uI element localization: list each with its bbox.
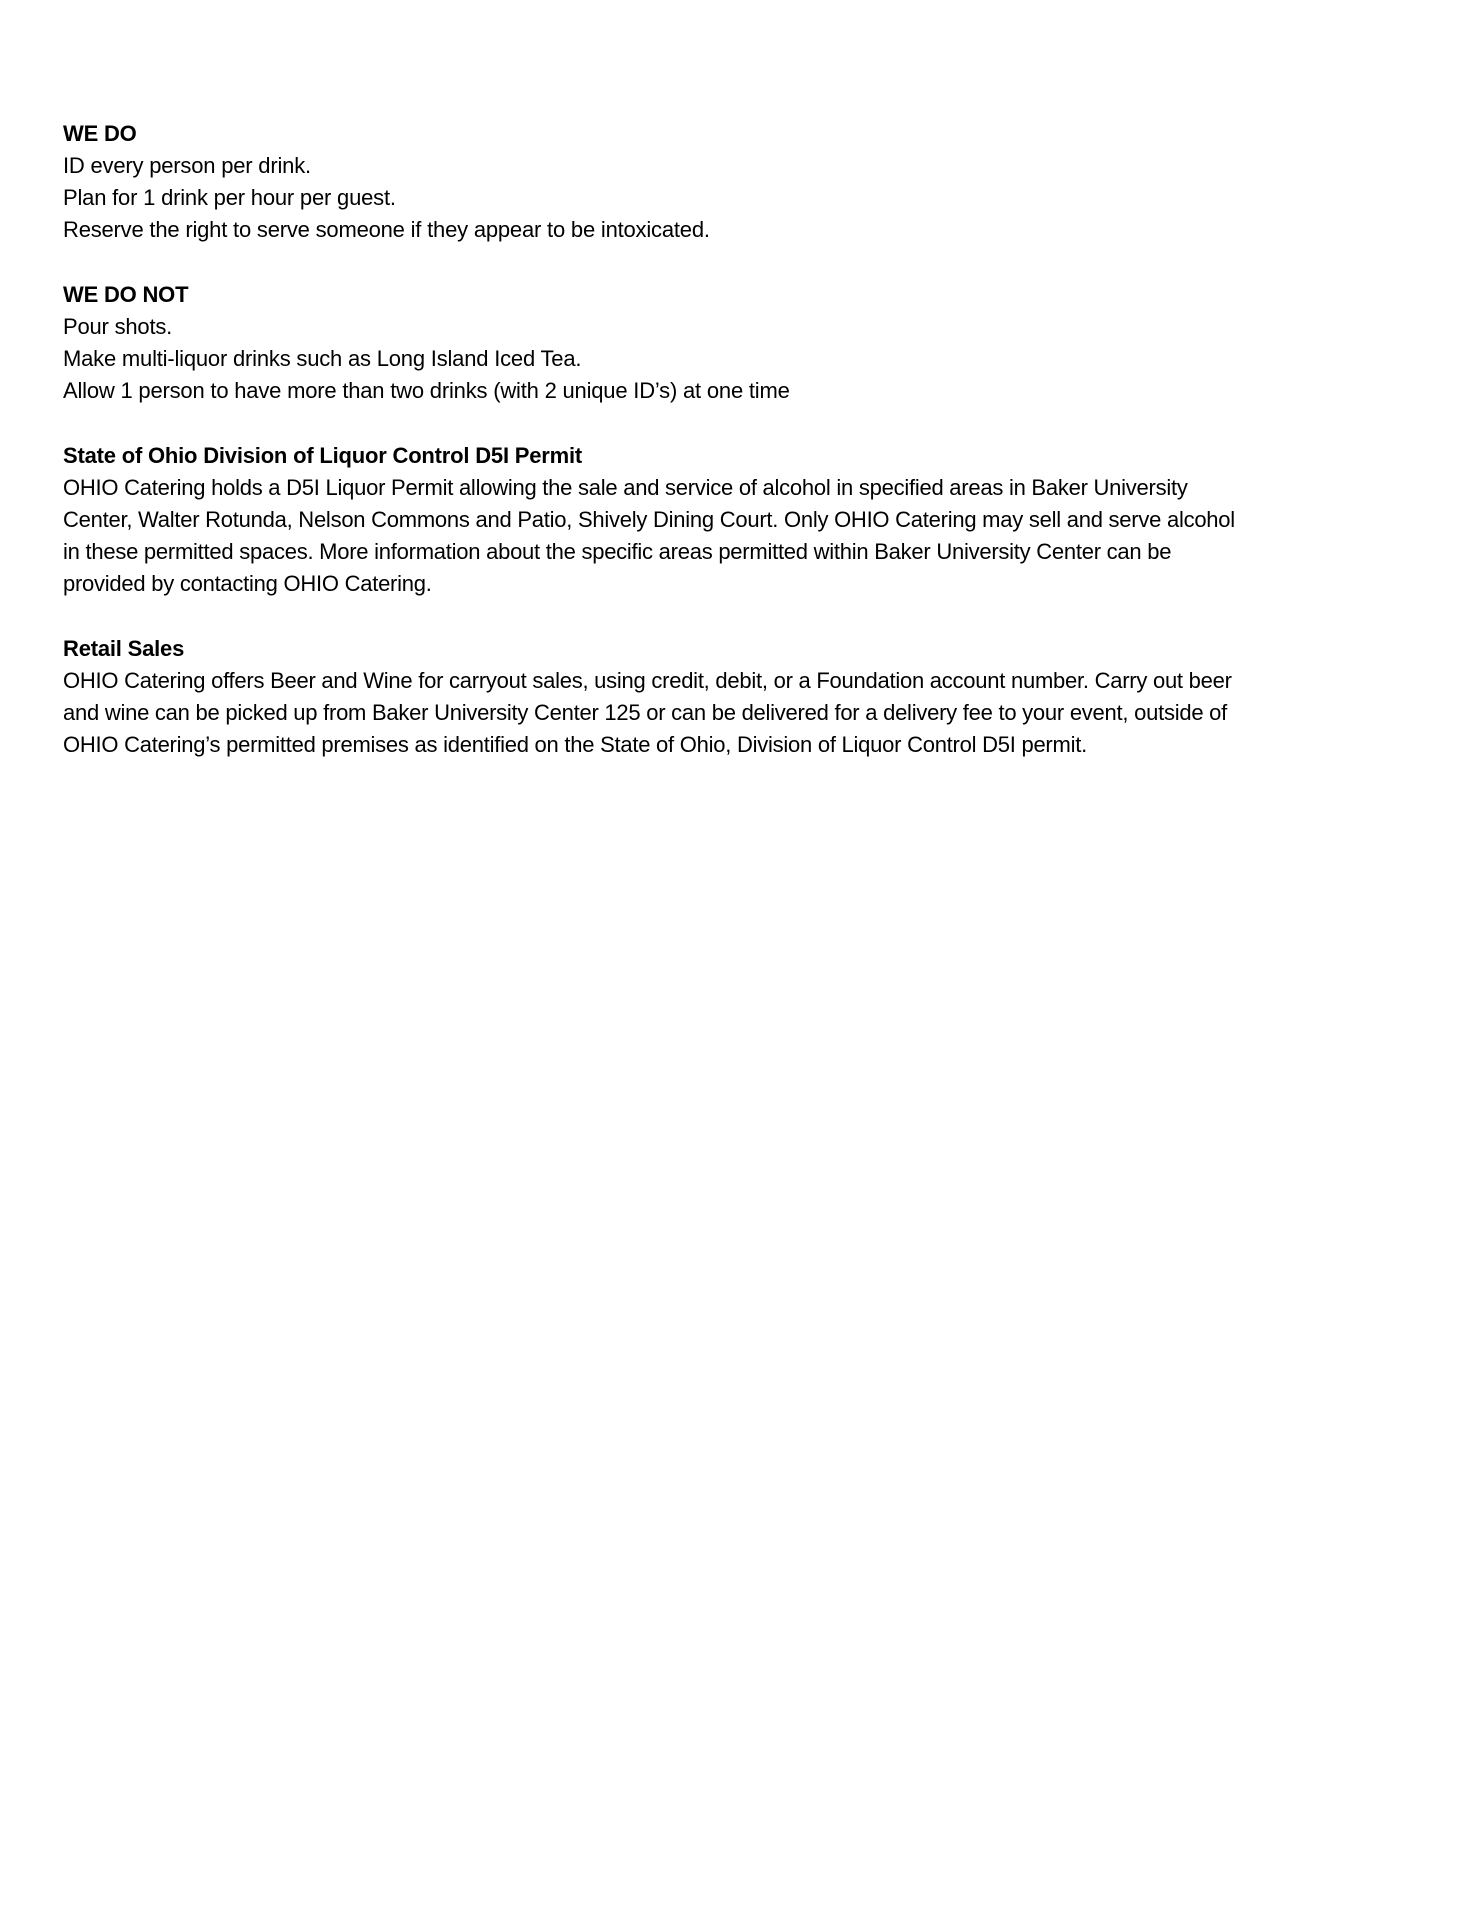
permit-paragraph-line: in these permitted spaces. More information about the specific areas permitted within Baker University Center can be [63,539,1172,564]
document-page [63,118,1423,794]
we-do-heading: WE DO [63,121,137,146]
retail-paragraph-line: and wine can be picked up from Baker University Center 125 or can be delivered for a delivery fee to your event, outside of [63,700,1228,725]
retail-paragraph [63,665,1423,761]
permit-paragraph [63,472,1423,600]
we-do-not-item: Make multi-liquor drinks such as Long Island Iced Tea. [63,346,582,371]
we-do-not-section [63,279,1423,407]
we-do-item: Plan for 1 drink per hour per guest. [63,185,396,210]
retail-section [63,633,1423,761]
permit-heading: State of Ohio Division of Liquor Control D5I Permit [63,443,583,468]
we-do-not-item: Pour shots. [63,314,173,339]
permit-paragraph-line: provided by contacting OHIO Catering. [63,571,432,596]
retail-heading: Retail Sales [63,636,185,661]
we-do-not-heading: WE DO NOT [63,282,189,307]
permit-paragraph-line: OHIO Catering holds a D5I Liquor Permit allowing the sale and service of alcohol in specified areas in Baker University [63,475,1188,500]
permit-paragraph-line: Center, Walter Rotunda, Nelson Commons and Patio, Shively Dining Court. Only OHIO Catering may sell and serve alcohol [63,507,1235,532]
we-do-item: Reserve the right to serve someone if they appear to be intoxicated. [63,217,710,242]
we-do-section [63,118,1423,246]
permit-section [63,440,1423,600]
retail-paragraph-line: OHIO Catering’s permitted premises as identified on the State of Ohio, Division of Liquor Control D5I permit. [63,732,1087,757]
retail-paragraph-line: OHIO Catering offers Beer and Wine for carryout sales, using credit, debit, or a Foundation account number. Carry out beer [63,668,1232,693]
we-do-not-item: Allow 1 person to have more than two drinks (with 2 unique ID’s) at one time [63,378,790,403]
we-do-item: ID every person per drink. [63,153,311,178]
